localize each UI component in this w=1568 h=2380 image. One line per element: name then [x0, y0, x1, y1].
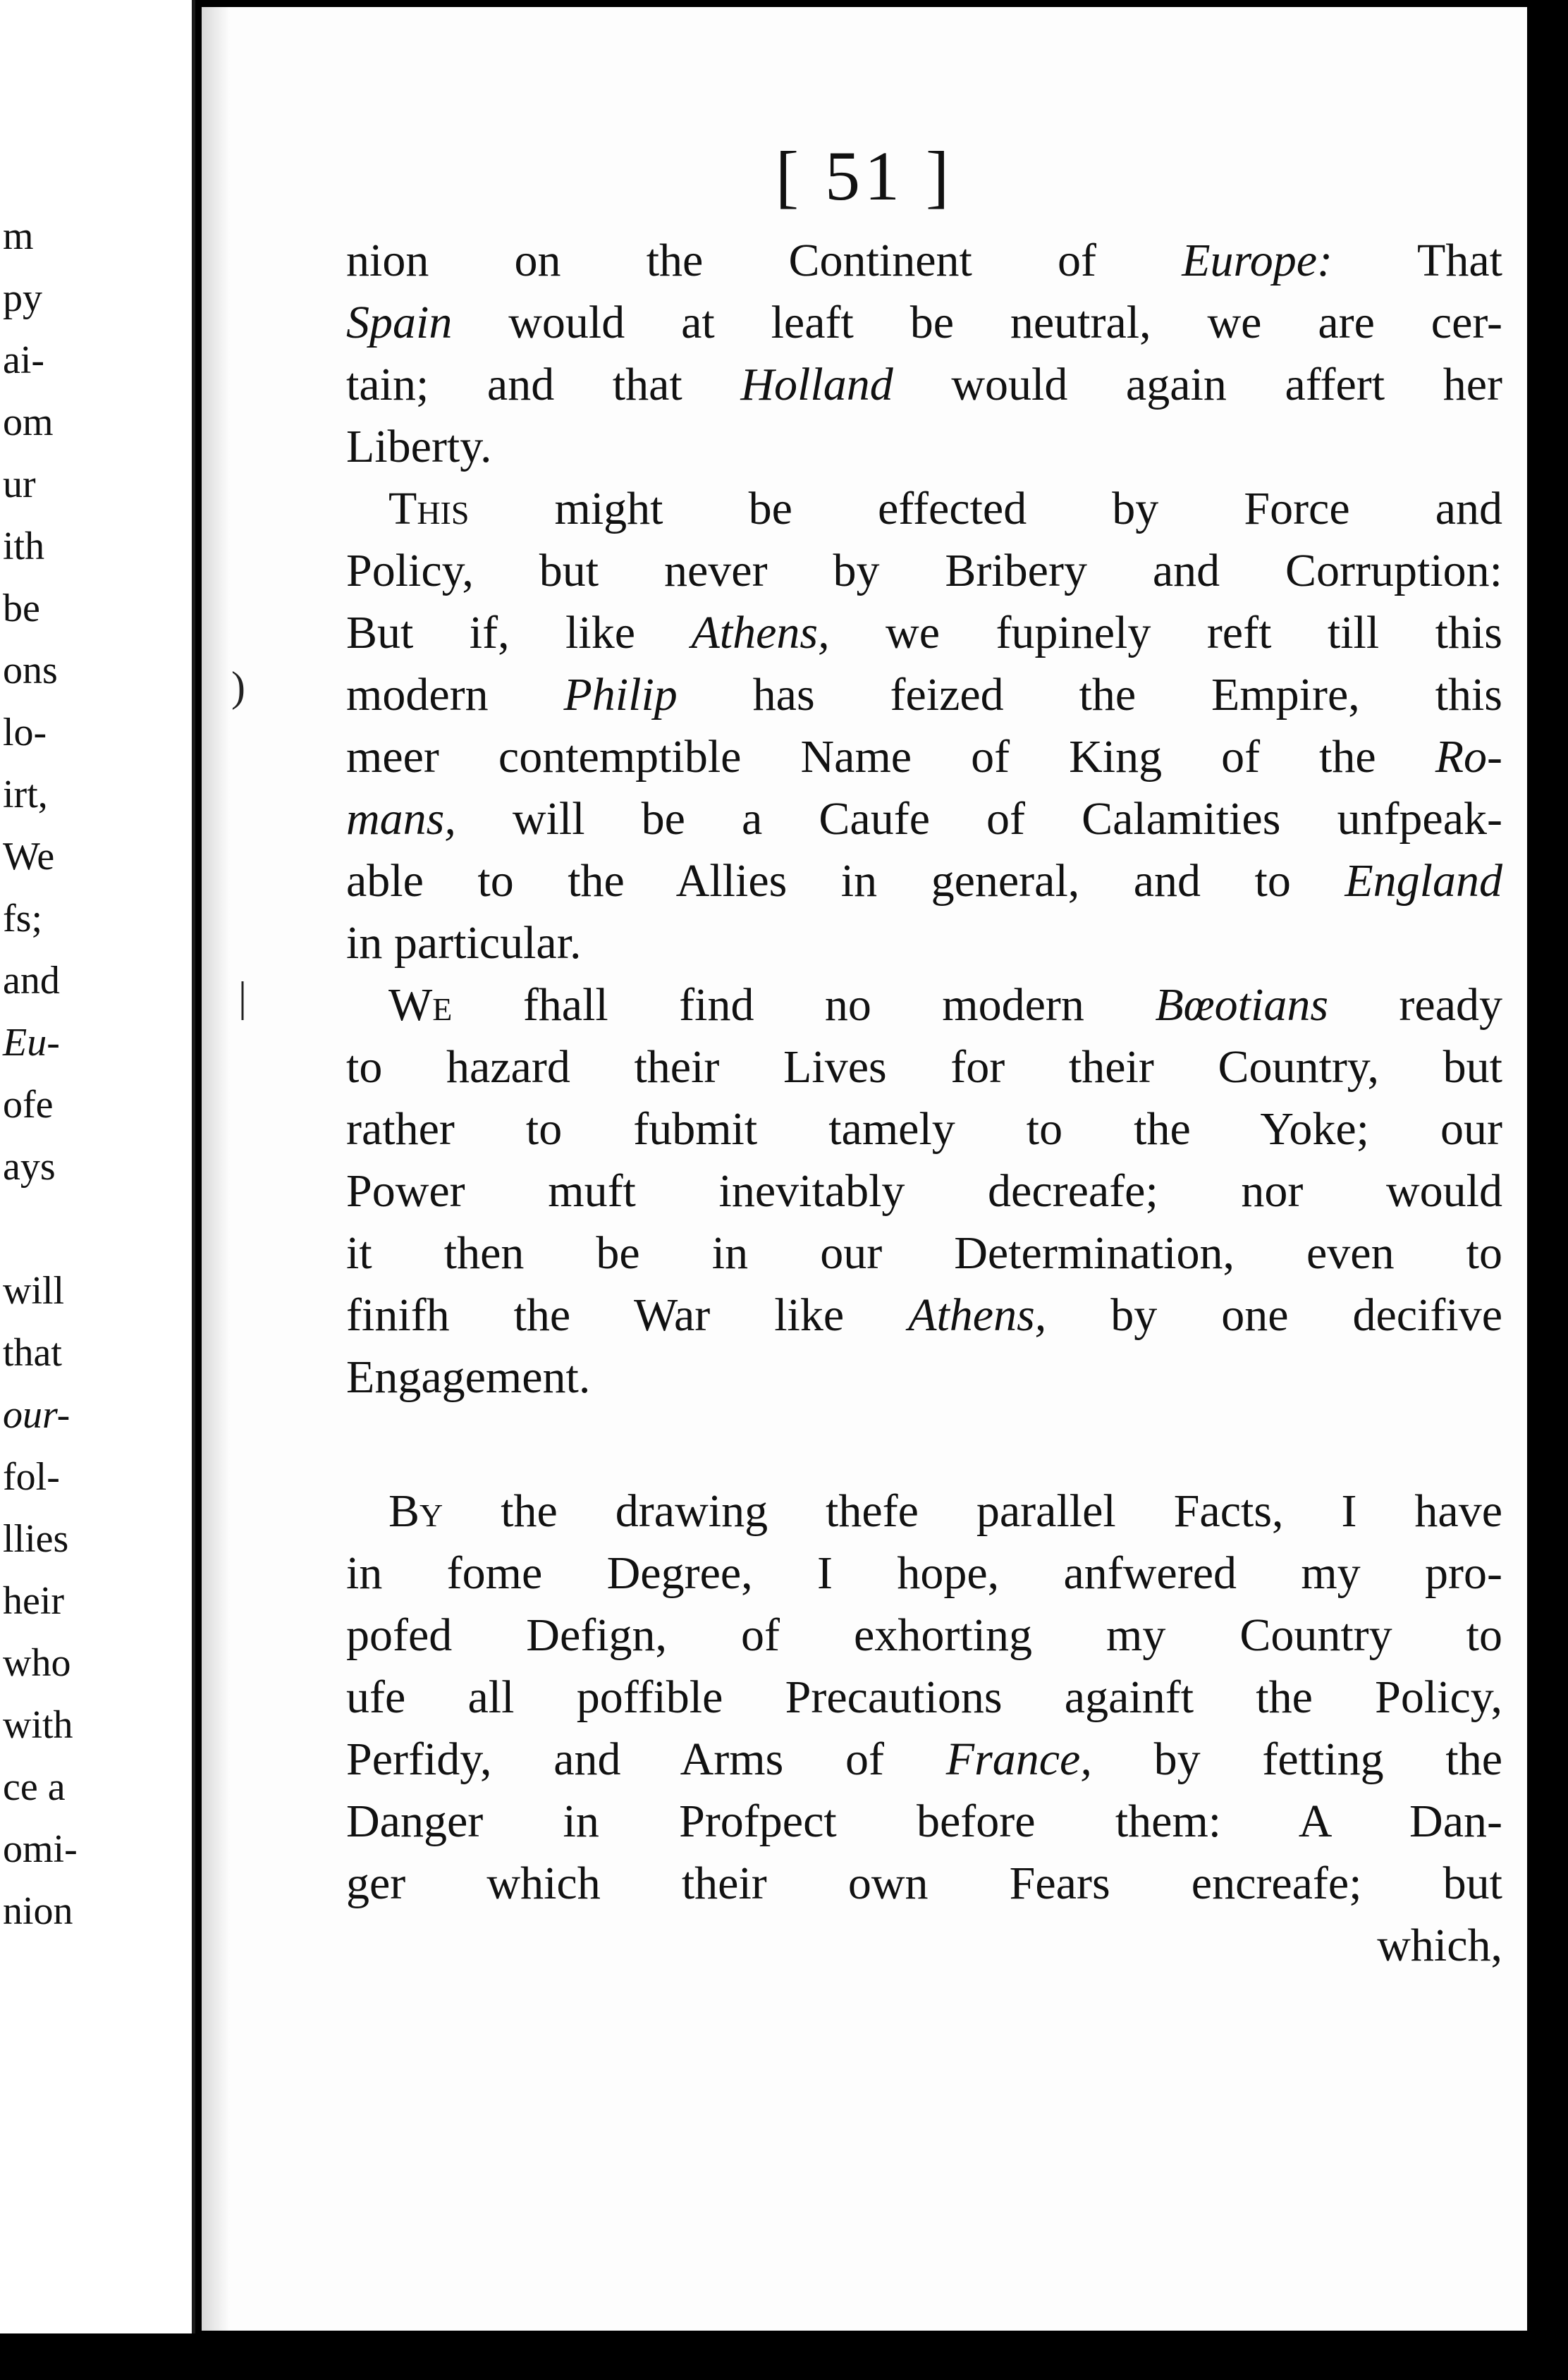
- text-line: Engagement.: [346, 1351, 591, 1403]
- left-page-fragment: nion: [3, 1889, 73, 1933]
- text-line: pofed Defign, of exhorting my Country to: [346, 1609, 1502, 1661]
- main-page: [202, 7, 1527, 2331]
- left-page-fragment: with: [3, 1703, 73, 1747]
- paragraph-first-line: We fhall find no modern Bœotians ready: [388, 979, 1502, 1031]
- page-gutter: [202, 7, 230, 2331]
- left-page-fragment: py: [3, 276, 42, 320]
- left-page-fragment: lo-: [3, 711, 47, 754]
- text-line: modern Philip has feized the Empire, this: [346, 669, 1502, 720]
- text-line: mans, will be a Caufe of Calamities unfpeak-: [346, 793, 1502, 845]
- left-page-fragment: Eu-: [3, 1021, 60, 1065]
- left-page-fragment: who: [3, 1641, 71, 1685]
- text-line: able to the Allies in general, and to England: [346, 855, 1502, 907]
- left-page-fragment: that: [3, 1331, 62, 1375]
- left-page-fragment: ce a: [3, 1765, 66, 1809]
- left-page-fragment: omi-: [3, 1827, 78, 1871]
- text-line: rather to fubmit tamely to the Yoke; our: [346, 1103, 1502, 1155]
- text-line: nion on the Continent of Europe: That: [346, 235, 1502, 286]
- page-number: [ 51 ]: [775, 137, 954, 215]
- text-line: Liberty.: [346, 421, 492, 472]
- text-line: Power muft inevitably decreafe; nor would: [346, 1165, 1502, 1217]
- left-page-fragment: our-: [3, 1393, 71, 1437]
- left-page-fragment: We: [3, 835, 55, 878]
- left-page-fragment: ai-: [3, 338, 45, 382]
- text-line: Policy, but never by Bribery and Corruption:: [346, 545, 1502, 596]
- text-line: meer contemptible Name of King of the Ro-: [346, 731, 1502, 783]
- left-page-fragment: will: [3, 1269, 65, 1313]
- text-line: Spain would at leaft be neutral, we are cer-: [346, 297, 1502, 348]
- paragraph-first-line: By the drawing thefe parallel Facts, I have: [388, 1485, 1502, 1537]
- left-page-fragment: llies: [3, 1517, 69, 1561]
- text-line: to hazard their Lives for their Country, but: [346, 1041, 1502, 1093]
- text-line: But if, like Athens, we fupinely reft till this: [346, 607, 1502, 658]
- text-line: Danger in Profpect before them: A Dan-: [346, 1796, 1502, 1847]
- gutter-mark: ): [231, 663, 245, 710]
- text-line: finifh the War like Athens, by one decifive: [346, 1289, 1502, 1341]
- text-line: ufe all poffible Precautions againft the Policy,: [346, 1671, 1502, 1723]
- left-page: [0, 0, 195, 2333]
- text-line: in particular.: [346, 917, 582, 969]
- left-page-fragment: ays: [3, 1145, 56, 1189]
- text-line: tain; and that Holland would again affert her: [346, 359, 1502, 410]
- left-page-fragment: om: [3, 400, 54, 444]
- left-page-fragment: ith: [3, 525, 45, 568]
- left-page-fragment: fol-: [3, 1455, 60, 1499]
- gutter-mark: |: [238, 974, 247, 1020]
- left-page-fragment: ons: [3, 649, 58, 692]
- catchword: which,: [1377, 1920, 1502, 1971]
- text-line: it then be in our Determination, even to: [346, 1227, 1502, 1279]
- text-line: Perfidy, and Arms of France, by fetting the: [346, 1734, 1502, 1785]
- paragraph-first-line: This might be effected by Force and: [388, 483, 1502, 534]
- left-page-fragment: irt,: [3, 773, 48, 816]
- text-line: in fome Degree, I hope, anfwered my pro-: [346, 1547, 1502, 1599]
- left-page-fragment: ofe: [3, 1083, 54, 1127]
- left-page-fragment: and: [3, 959, 60, 1002]
- text-line: ger which their own Fears encreafe; but: [346, 1858, 1502, 1909]
- left-page-fragment: be: [3, 587, 40, 630]
- left-page-fragment: heir: [3, 1579, 65, 1623]
- left-page-fragment: ur: [3, 462, 36, 506]
- left-page-fragment: m: [3, 214, 34, 258]
- left-page-fragment: fs;: [3, 897, 42, 940]
